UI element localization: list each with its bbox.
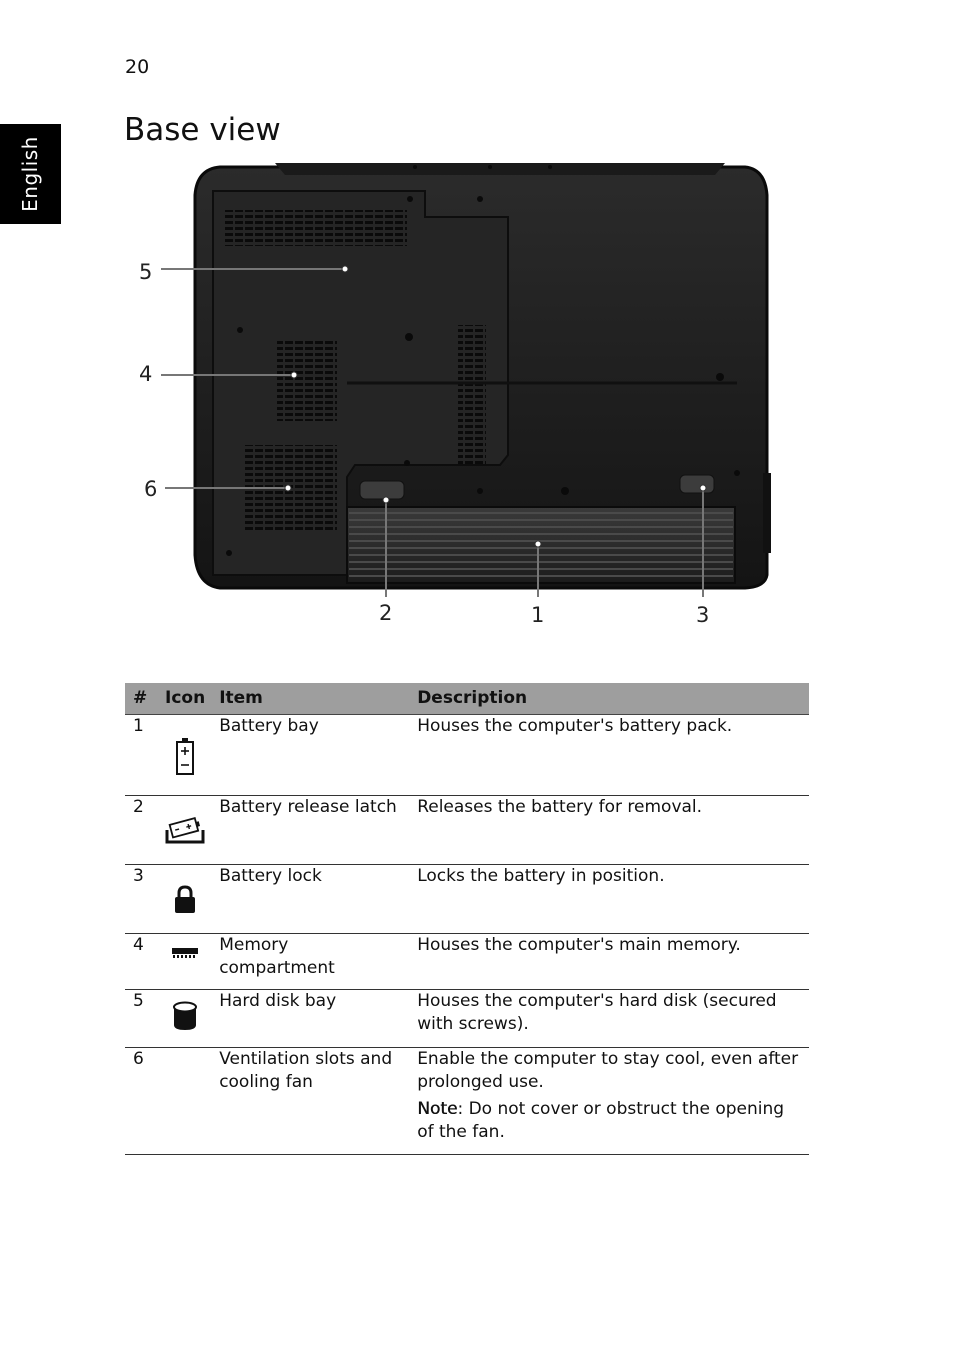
battery-icon bbox=[157, 715, 211, 796]
callout-5: 5 bbox=[139, 260, 153, 284]
row-item: Ventilation slots and cooling fan bbox=[211, 1048, 409, 1155]
battery-release-icon bbox=[157, 796, 211, 865]
callout-6: 6 bbox=[144, 477, 158, 501]
row-item: Battery bay bbox=[211, 715, 409, 796]
row-description: Locks the battery in position. bbox=[409, 865, 809, 934]
row-num: 2 bbox=[125, 796, 157, 865]
row-num: 6 bbox=[125, 1048, 157, 1155]
table-row bbox=[125, 715, 809, 796]
note-text: : Do not cover or obstruct the opening of the fan. bbox=[417, 1099, 785, 1142]
header-item: Item bbox=[211, 683, 409, 715]
side-tab-label: English bbox=[18, 136, 42, 212]
row-num: 4 bbox=[125, 934, 157, 990]
table-header-row bbox=[125, 683, 809, 715]
row-description: Enable the computer to stay cool, even after prolonged use. bbox=[417, 1049, 799, 1092]
lock-icon bbox=[157, 865, 211, 934]
row-description: Houses the computer's battery pack. bbox=[409, 715, 809, 796]
row-item: Memory compartment bbox=[211, 934, 409, 990]
row-item: Battery release latch bbox=[211, 796, 409, 865]
components-table bbox=[125, 683, 809, 1155]
note bbox=[417, 1098, 803, 1144]
laptop-base-figure bbox=[125, 155, 780, 640]
hard-disk-icon bbox=[157, 990, 211, 1048]
page-title: Base view bbox=[124, 112, 281, 148]
row-num: 5 bbox=[125, 990, 157, 1048]
callout-2: 2 bbox=[379, 601, 393, 625]
row-description: Houses the computer's hard disk (secured with screws). bbox=[409, 990, 809, 1048]
row-description: Houses the computer's main memory. bbox=[409, 934, 809, 990]
table-row bbox=[125, 796, 809, 865]
table-row bbox=[125, 934, 809, 990]
memory-icon bbox=[157, 934, 211, 990]
note-label: Note bbox=[417, 1099, 458, 1119]
callout-4: 4 bbox=[139, 362, 153, 386]
row-description: Releases the battery for removal. bbox=[409, 796, 809, 865]
header-icon: Icon bbox=[157, 683, 211, 715]
header-description: Description bbox=[409, 683, 809, 715]
row-num: 3 bbox=[125, 865, 157, 934]
table-row bbox=[125, 1048, 809, 1155]
table-row bbox=[125, 990, 809, 1048]
page-number: 20 bbox=[125, 56, 150, 78]
row-item: Hard disk bay bbox=[211, 990, 409, 1048]
side-tab bbox=[0, 124, 61, 224]
callout-1: 1 bbox=[531, 603, 545, 627]
row-num: 1 bbox=[125, 715, 157, 796]
table-row bbox=[125, 865, 809, 934]
header-num: # bbox=[125, 683, 157, 715]
row-icon-empty bbox=[157, 1048, 211, 1155]
callout-3: 3 bbox=[696, 603, 710, 627]
row-description-cell bbox=[409, 1048, 809, 1155]
row-item: Battery lock bbox=[211, 865, 409, 934]
